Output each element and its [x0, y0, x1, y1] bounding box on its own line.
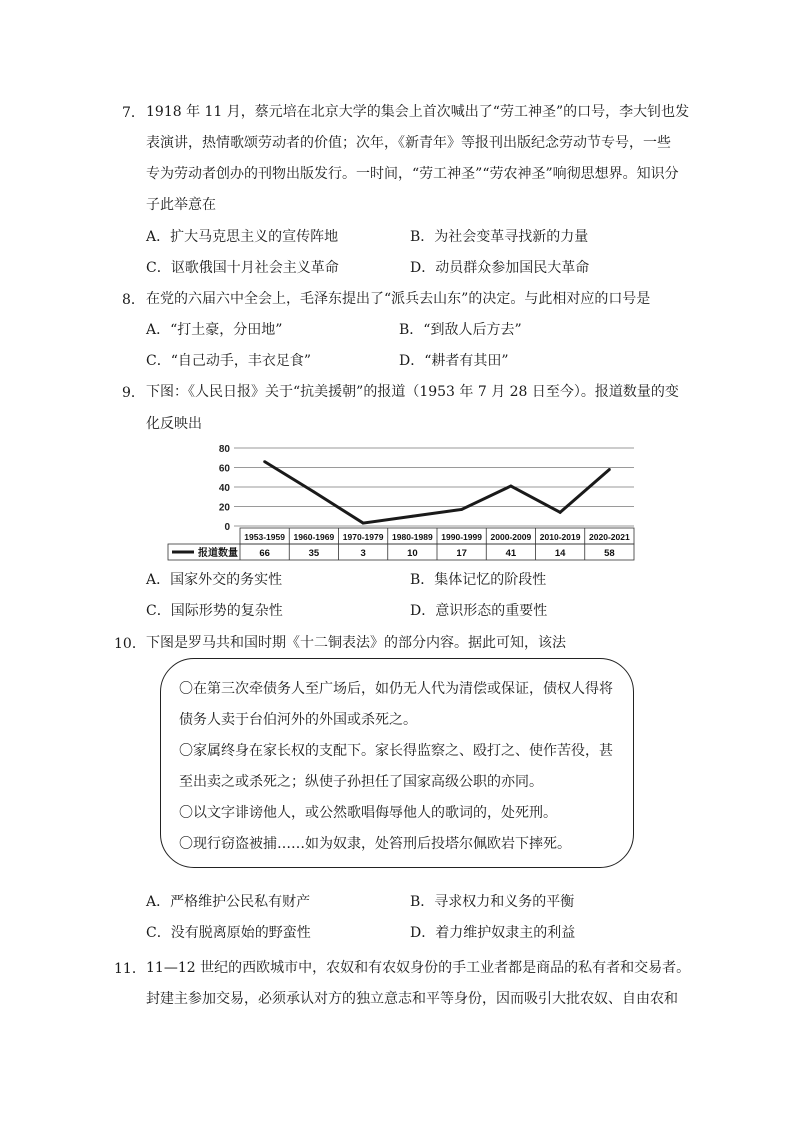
option-b[interactable]: B．为社会变革寻找新的力量 [410, 229, 589, 245]
rule-text-line: 〇在第三次牵债务人至广场后，如仍无人代为清偿或保证，债权人得将 [179, 681, 613, 697]
x-category-label: 2020-2021 [589, 532, 630, 542]
x-category-label: 1970-1979 [342, 532, 384, 542]
y-tick-label: 40 [218, 483, 230, 494]
option-c[interactable]: C．没有脱离原始的野蛮性 [146, 925, 311, 941]
option-d[interactable]: D．意识形态的重要性 [410, 603, 548, 619]
question-text-line: 在党的六届六中全会上，毛泽东提出了“派兵去山东”的决定。与此相对应的口号是 [146, 291, 651, 307]
option-d[interactable]: D．着力维护奴隶主的利益 [410, 925, 576, 941]
data-point [509, 485, 512, 488]
question-number: 10． [114, 636, 146, 652]
data-value-label: 41 [505, 548, 517, 559]
rule-text-line: 至出卖之或杀死之；纵使子孙担任了国家高级公职的亦同。 [179, 774, 543, 790]
data-value-label: 35 [308, 548, 320, 559]
data-point [411, 515, 414, 518]
data-value-label: 17 [456, 548, 467, 559]
question-number: 9． [122, 385, 145, 401]
y-tick-label: 20 [218, 502, 230, 514]
option-a[interactable]: A．扩大马克思主义的宣传阵地 [146, 229, 339, 245]
twelve-tables-excerpt-box [160, 658, 634, 868]
x-category-label: 2010-2019 [539, 532, 581, 542]
data-value-label: 10 [407, 548, 418, 559]
option-b[interactable]: B．集体记忆的阶段性 [410, 572, 547, 588]
data-value-label: 66 [259, 548, 270, 559]
question-text-line: 11—12 世纪的西欧城市中，农奴和有农奴身份的手工业者都是商品的私有者和交易者。 [146, 960, 691, 976]
question-number: 11． [114, 961, 146, 977]
series-line [265, 462, 610, 523]
option-a[interactable]: A．严格维护公民私有财产 [146, 894, 311, 910]
question-text-line: 表演讲，热情歌颂劳动者的价值；次年，《新青年》等报刊出版纪念劳动节专号，一些 [146, 135, 671, 151]
option-d[interactable]: D．动员群众参加国民大革命 [410, 260, 590, 276]
rule-text-line: 〇家属终身在家长权的支配下。家长得监察之、殴打之、使作苦役，甚 [179, 743, 613, 759]
question-text-line: 下图：《人民日报》关于“抗美援朝”的报道（1953 年 7 月 28 日至今）。报道数量的变 [146, 384, 679, 400]
y-tick-label: 80 [218, 444, 230, 455]
x-category-label: 1990-1999 [441, 532, 482, 542]
y-tick-label: 60 [218, 463, 230, 475]
question-text-line: 子此举意在 [146, 197, 216, 213]
option-c[interactable]: C．讴歌俄国十月社会主义革命 [146, 260, 339, 276]
x-category-label: 1980-1989 [392, 532, 433, 542]
option-c[interactable]: C．“自己动手，丰衣足食” [146, 353, 312, 369]
rule-text-line: 〇以文字诽谤他人，或公然歌唱侮辱他人的歌词的，处死刑。 [179, 805, 557, 821]
x-category-label: 2000-2009 [490, 532, 532, 542]
data-point [312, 490, 315, 493]
data-point [263, 460, 266, 463]
x-category-label: 1960-1969 [293, 532, 335, 542]
data-value-label: 3 [360, 548, 366, 559]
rule-text-line: 〇现行窃盗被捕……如为奴隶，处笞刑后投塔尔佩欧岩下摔死。 [179, 836, 571, 852]
option-b[interactable]: B．寻求权力和义务的平衡 [410, 894, 575, 910]
question-text-line: 1918 年 11 月，蔡元培在北京大学的集会上首次喊出了“劳工神圣”的口号，李大钊也发 [146, 104, 690, 120]
option-a[interactable]: A．“打土豪，分田地” [146, 322, 283, 338]
question-text-line: 专为劳动者创办的刊物出版发行。一时间，“劳工神圣”“劳农神圣”响彻思想界。知识分 [146, 166, 679, 182]
data-value-label: 58 [604, 548, 615, 559]
x-category-label: 1953-1959 [244, 532, 285, 542]
rule-text-line: 债务人卖于台伯河外的外国或杀死之。 [179, 712, 417, 728]
data-point [559, 511, 562, 514]
question-text-line: 下图是罗马共和国时期《十二铜表法》的部分内容。据此可知，该法 [146, 635, 566, 651]
question-number: 7． [122, 105, 145, 121]
option-b[interactable]: B．“到敌人后方去” [399, 322, 522, 338]
report-count-line-chart [162, 440, 636, 566]
data-value-label: 14 [554, 548, 566, 559]
data-point [362, 522, 365, 525]
legend-label: 报道数量 [198, 548, 238, 559]
option-c[interactable]: C．国际形势的复杂性 [146, 603, 283, 619]
question-text-line: 化反映出 [146, 416, 202, 432]
data-point [460, 508, 463, 511]
y-tick-label: 0 [224, 522, 230, 533]
data-point [608, 468, 611, 471]
question-text-line: 封建主参加交易，必须承认对方的独立意志和平等身份，因而吸引大批农奴、自由农和 [146, 991, 678, 1007]
option-d[interactable]: D．“耕者有其田” [399, 353, 509, 369]
option-a[interactable]: A．国家外交的务实性 [146, 572, 283, 588]
question-number: 8． [122, 292, 145, 308]
